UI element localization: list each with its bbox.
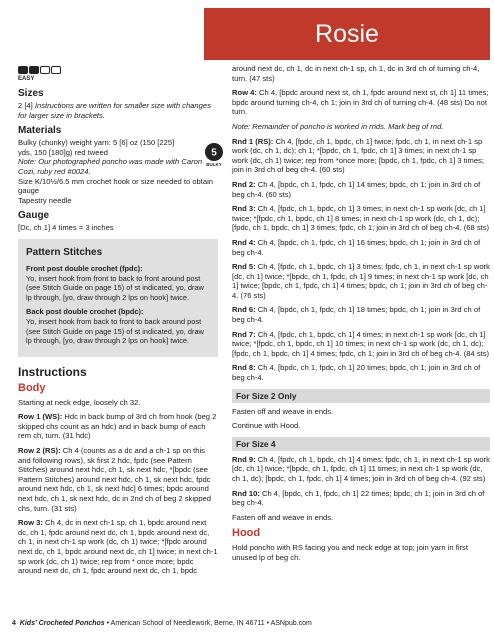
row-4: Row 4: Ch 4, [bpdc around next st, ch 1, fpdc around next st, ch 1] 11 times; bpdc around turning ch-4, ch 1; join in 3rd ch of turning ch-4. (48 sts) Do not turn.	[232, 88, 489, 117]
rnd-10: Rnd 10: Ch 4, [bpdc, ch 1, fpdc, ch 1] 22 times; bpdc, ch 1; join in 3rd ch of beg ch-4.	[232, 488, 485, 508]
page-footer	[12, 620, 312, 627]
sizes-label: Sizes	[18, 88, 44, 99]
right-column	[232, 64, 490, 568]
sizes-text: 2 [4] Instructions are written for smaller size with changes for larger size in brackets.	[18, 101, 211, 120]
pattern-stitches-box	[18, 239, 218, 357]
pattern-stitches-label: Pattern Stitches	[26, 246, 103, 258]
gauge-text: [Dc, ch 1] 4 times = 3 inches	[18, 223, 114, 233]
bpdc-definition: Back post double crochet (bpdc): Yo, insert hook from back to front to back around post (see Stitch Guide on page 15) of st indicated, yo, draw lp through, [yo, draw through 2 lps on hook] twice.	[26, 307, 204, 346]
row-1: Row 1 (WS): Hdc in back bump of 3rd ch from hook (beg 2 skipped chs count as an hdc) and in back bump of each rem ch, turn. (31 hdc)	[18, 412, 217, 441]
rnd-1: Rnd 1 (RS): Ch 4, [fpdc, ch 1, bpdc, ch 1] twice; fpdc, ch 1, in next ch-1 sp work (dc, ch 1, dc); ch 1; *[bpdc, ch 1, fpdc, ch 1] 3 times; in next ch-1 sp work (dc, ch 1) twice; rep from *once more; [bpdc, ch 1, fpdc, ch 1] 3 times; join in 3rd ch of beg ch-4. (60 sts)	[232, 136, 484, 175]
gauge-label: Gauge	[18, 210, 50, 222]
yarn-weight-label: BULKY	[206, 162, 222, 167]
fpdc-definition: Front post double crochet (fpdc): Yo, insert hook from front to back to front around post (see Stitch Guide on page 15) of st indicated, yo, draw lp through, [yo, draw through 2 lps on hook] twice.	[26, 263, 204, 302]
rnd-9: Rnd 9: Ch 4, [fpdc, ch 1, bpdc, ch 1] 4 times; fpdc, ch 1, in next ch-1 sp work [dc, ch 1] twice; *[bpdc, ch 1, fpdc, ch 1] 11 times; in next ch-1 sp work (dc, ch 1, dc); [bpdc, ch 1, fpdc, ch 1] 4 times; join in 3rd ch of beg ch-4. (92 sts)	[232, 454, 490, 483]
rounds-note: Note: Remainder of poncho is worked in rnds. Mark beg of rnd.	[232, 121, 444, 131]
hood-text: Hold poncho with RS facing you and neck edge at top; join yarn in first unused lp of beg ch.	[232, 543, 468, 562]
materials-needle: Tapestry needle	[18, 195, 72, 205]
rnd-4: Rnd 4: Ch 4, [bpdc, ch 1, fpdc, ch 1] 16 times; bpdc, ch 1; join in 3rd ch of beg ch-4.	[232, 237, 481, 257]
row-3-start: Row 3: Ch 4, dc in next ch-1 sp, ch 1, bpdc around next dc, ch 1, fpdc around next dc, ch 1, bpdc around next dc, ch 1, in next ch-1 sp work (dc, ch 1) twice; *[fpdc around next dc, ch 1, bpdc around next dc, ch 1] twice; in next ch-1 sp work (dc, ch 1) twice; rep from * once more; bpdc around next dc, ch 1, fpdc around next dc, ch 1, bpdc	[18, 518, 218, 576]
instructions-heading: Instructions	[18, 364, 87, 379]
rnd-2: Rnd 2: Ch 4, [bpdc, ch 1, fpdc, ch 1] 14 times; bpdc, ch 1; join in 3rd ch of beg ch-4. (60 sts)	[232, 179, 481, 199]
rnd-6: Rnd 6: Ch 4, [bpdc, ch 1, fpdc, ch 1] 18 times; bpdc, ch 1; join in 3rd ch of beg ch-4.	[232, 305, 481, 325]
yarn-weight-number: 5	[211, 147, 217, 159]
publisher-info: • American School of Needlework, Berne, IN 46711 • ASNpub.com	[106, 620, 312, 627]
skill-level-label: EASY	[18, 76, 35, 82]
materials-yarn: Bulky (chunky) weight yarn: 5 [6] oz (150 [225] yds, 150 [180]g) red tweed	[18, 138, 175, 157]
rnd-8: Rnd 8: Ch 4, [bpdc, ch 1, fpdc, ch 1] 20 times; bpdc, ch 1; join in 3rd ch of beg ch-4.	[232, 363, 481, 383]
rnd-7: Rnd 7: Ch 4, [fpdc, ch 1, bpdc, ch 1] 4 times; in next ch-1 sp work [dc, ch 1] twice; *[fpdc, ch 1, bpdc, ch 1] 10 times; in next ch-1 sp work (dc, ch 1, dc); [fpdc, ch 1, bpdc, ch 1] 4 times; fpdc, ch 1; join in 3rd ch of beg ch-4. (84 sts)	[232, 329, 490, 358]
size-2-text-1: Fasten off and weave in ends.	[232, 406, 334, 416]
body-heading: Body	[18, 381, 46, 394]
left-column	[18, 64, 218, 581]
size-2-text-2: Continue with Hood.	[232, 421, 301, 431]
page-title: Rosie	[315, 19, 379, 48]
rnd-5: Rnd 5: Ch 4, [fpdc, ch 1, bpdc, ch 1] 3 times; fpdc, ch 1, in next ch-1 sp work [dc, ch 1] twice; *[bpdc, ch 1, fpdc, ch 1] 9 times; in next ch-1 sp work [dc, ch 1] twice; [bpdc, ch 1, fpdc, ch 1] 4 times; bpdc, ch 1; join in 3rd ch of beg ch-4. (76 sts)	[232, 262, 490, 300]
page-number: 4	[12, 620, 16, 627]
yarn-weight-icon	[204, 142, 224, 168]
size-2-heading: For Size 2 Only	[232, 389, 490, 403]
row-3-end: around next dc, ch 1, dc in next ch-1 sp, ch 1, dc in 3rd ch of turning ch-4, turn. (47 sts)	[232, 64, 480, 83]
size-4-text: Fasten off and weave in ends.	[232, 512, 334, 522]
materials-hook: Size K/10½/6.5 mm crochet hook or size needed to obtain gauge	[18, 176, 214, 196]
hood-heading: Hood	[232, 527, 261, 540]
materials-label: Materials	[18, 125, 62, 137]
skill-level-icon	[18, 66, 218, 74]
materials-note: Note: Our photographed poncho was made with Caron Cozi, ruby red #0024.	[18, 157, 203, 176]
title-banner	[204, 8, 490, 60]
book-title: Kids' Crocheted Ponchos	[19, 620, 105, 627]
rnd-3: Rnd 3: Ch 4, [fpdc, ch 1, bpdc, ch 1] 3 times; in next ch-1 sp work [dc, ch 1] twice; *[fpdc, ch 1, bpdc, ch 1] 8 times; in next ch-1 sp work (dc, ch 1, dc); [fpdc, ch 1, bpdc, ch 1] 3 times; fpdc, ch 1; join in 3rd ch of beg ch-4. (68 sts)	[232, 204, 490, 233]
size-4-heading: For Size 4	[232, 437, 490, 451]
row-2: Row 2 (RS): Ch 4 (counts as a dc and a ch-1 sp on this and following rows), sk first 2 hdc, fpdc (see Pattern Stitches) around next hdc, ch 1, sk next hdc, *[bpdc (see Pattern Stitches) around next hdc, ch 1, sk next hdc, fpdc around next hdc, ch 1, sk next hdc] 6 times; bpdc around next hdc, ch 1, sk next hdc, dc in 2nd ch of beg 2 skipped chs, turn. (31 sts)	[18, 446, 211, 513]
start-text: Starting at neck edge, loosely ch 32.	[18, 397, 141, 407]
